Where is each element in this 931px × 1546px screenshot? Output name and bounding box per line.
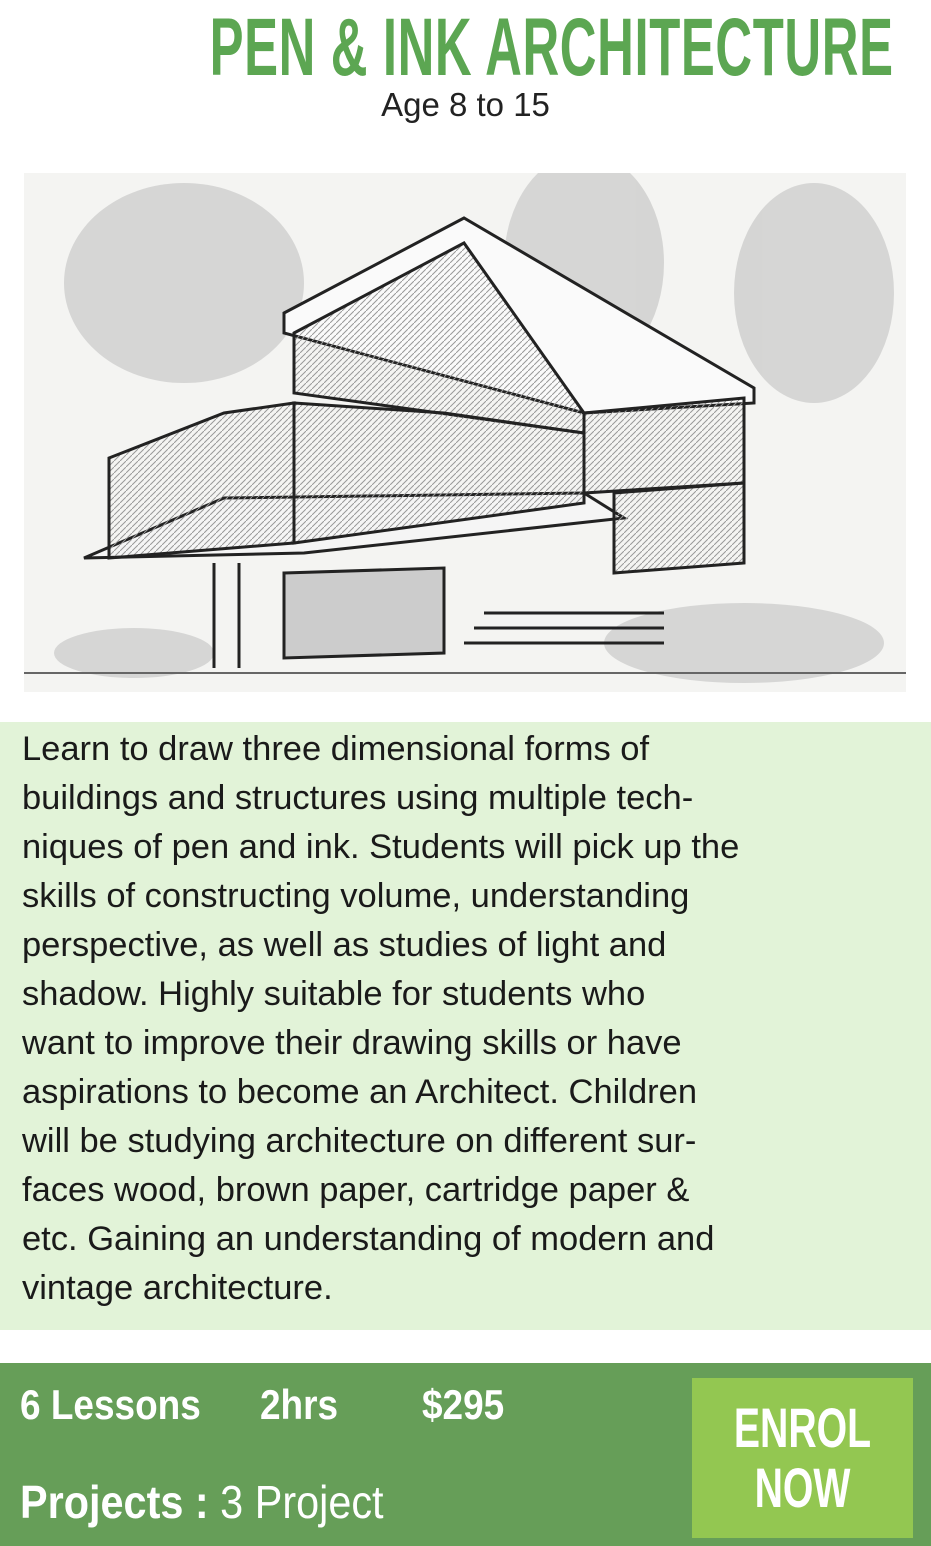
description-line: etc. Gaining an understanding of modern and <box>22 1220 715 1258</box>
description-line: will be studying architecture on different sur- <box>22 1122 697 1160</box>
enrol-label-line1: ENROL <box>733 1396 872 1459</box>
description-line: aspirations to become an Architect. Children <box>22 1073 698 1111</box>
lesson-duration: 2hrs <box>260 1381 339 1428</box>
description-line: shadow. Highly suitable for students who <box>22 975 646 1013</box>
projects-value: 3 Project <box>220 1476 384 1528</box>
description-line: want to improve their drawing skills or have <box>22 1024 682 1062</box>
enrol-now-button[interactable] <box>692 1378 913 1538</box>
enrol-label-line2: NOW <box>754 1456 851 1519</box>
description-line: vintage architecture. <box>22 1269 333 1307</box>
description-line: faces wood, brown paper, cartridge paper & <box>22 1171 690 1209</box>
course-price: $295 <box>422 1381 505 1428</box>
house-sketch-image <box>24 173 906 692</box>
description-line: perspective, as well as studies of light and <box>22 926 667 964</box>
course-info-bar <box>0 1363 931 1546</box>
age-range: Age 8 to 15 <box>381 86 550 123</box>
course-title-text: PEN & INK ARCHITECTURE <box>209 2 894 93</box>
description-line: skills of constructing volume, understanding <box>22 877 690 915</box>
projects-label: Projects : <box>20 1476 209 1528</box>
description-line: Learn to draw three dimensional forms of <box>22 730 650 768</box>
lesson-count: 6 Lessons <box>20 1381 201 1428</box>
course-title <box>0 2 931 93</box>
course-description <box>0 722 931 1330</box>
projects-info <box>20 1475 384 1529</box>
description-line: niques of pen and ink. Students will pick up the <box>22 828 740 866</box>
description-line: buildings and structures using multiple tech- <box>22 779 694 817</box>
